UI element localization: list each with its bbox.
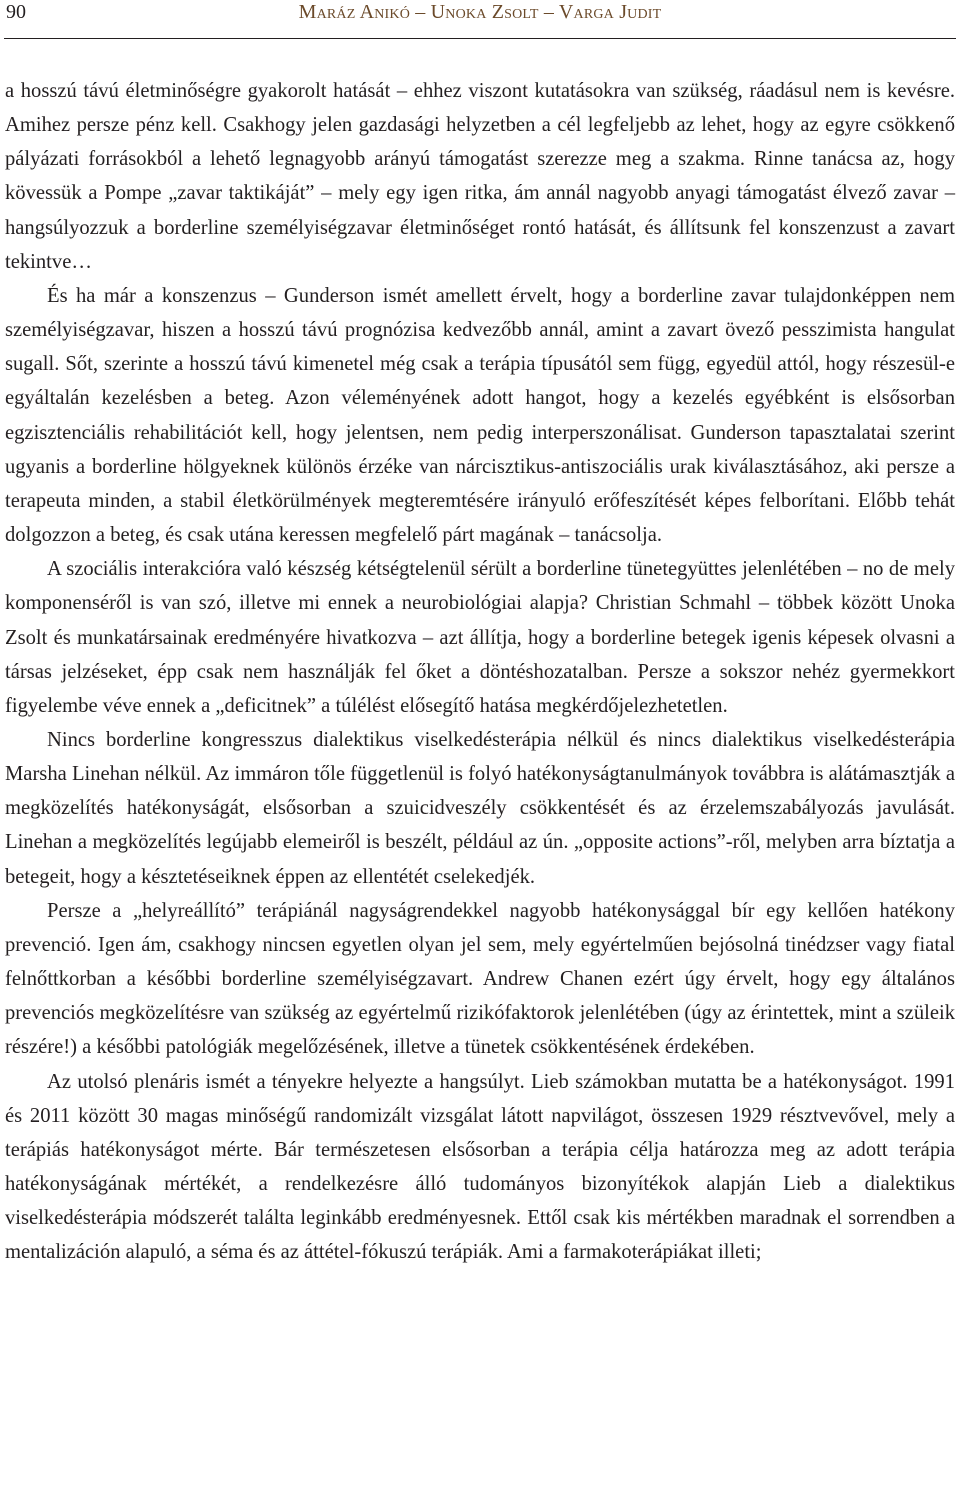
paragraph-2: És ha már a konszenzus – Gunderson ismét amellett érvelt, hogy a borderline zavar tulajdonképpen nem személyiségzavar, hiszen a hosszú távú prognózisa kedvezőbb annál, amint a zavart övező pesszimista hangulat sugall. Sőt, szerinte a hosszú távú kimenetel még csak a terápia típusától sem függ, egyedül attól, hogy részesül-e egyáltalán kezelésben a beteg. Azon véleményének adott hangot, hogy a kezelés egyébként is elsősorban egzisztenciális rehabilitációt kell, hogy jelentsen, nem pedig interperszonálisat. Gunderson tapasztalatai szerint ugyanis a borderline hölgyeknek különös érzéke van nárcisztikus-antiszociális urak kiválasztásához, aki persze a terapeuta minden, a stabil életkörülmények megteremtésére irányuló erőfeszítését képes felborítani. Előbb tehát dolgozzon a beteg, és csak utána keressen megfelelő párt magának – tanácsolja. xyxy=(5,284,955,547)
page-header xyxy=(6,0,954,24)
header-rule xyxy=(4,38,956,39)
paragraph-6: Az utolsó plenáris ismét a tényekre helyezte a hangsúlyt. Lieb számokban mutatta be a hatékonyságot. 1991 és 2011 között 30 magas minőségű randomizált vizsgálat látott napvilágot, összesen 1929 résztvevővel, mely a terápiás hatékonyságot mérte. Bár természetesen elsősorban a terápia célja határozza meg az adott terápia hatékonyságának mértékét, a rendelkezésre álló tudományos bizonyítékok alapján Lieb a dialektikus viselkedésterápia módszerét találta leginkább eredményesnek. Ettől csak kis mértékben maradnak el sorrendben a mentalizáción alapuló, a séma és az áttétel-fókuszú terápiák. Ami a farmakoterápiákat illeti; xyxy=(5,1070,955,1264)
paragraph-1: a hosszú távú életminőségre gyakorolt hatását – ehhez viszont kutatásokra van szükség, ráadásul nem is kevésre. Amihez persze pénz kell. Csakhogy jelen gazdasági helyzetben a cél legfeljebb az lehet, hogy az egyre csökkenő pályázati forrásokból a lehető legnagyobb arányú támogatást szerezze meg a szakma. Rinne tanácsa az, hogy kövessük a Pompe „zavar taktikáját” – mely egy igen ritka, ám annál nagyobb anyagi támogatást élvező zavar – hangsúlyozzuk a borderline személyiségzavar életminőséget rontó hatását, és állítsunk fel konszenzust a zavart tekintve… xyxy=(5,80,955,273)
article-body xyxy=(5,74,955,1269)
page-number: 90 xyxy=(6,1,26,23)
running-head-authors: Maráz Anikó – Unoka Zsolt – Varga Judit xyxy=(298,1,662,23)
paragraph-5: Persze a „helyreállító” terápiánál nagyságrendekkel nagyobb hatékonysággal bír egy kellően hatékony prevenció. Igen ám, csakhogy nincsen egyetlen olyan jel sem, mely egyértelműen bejósolná tinédzser vagy fiatal felnőttkorban a későbbi borderline személyiségzavart. Andrew Chanen ezért úgy érvelt, hogy egy általános prevenciós megközelítésre van szükség az egyértelmű rizikófaktorok jelenlétében (úgy az érintettek, mint a szüleik részére!) a későbbi patológiák megelőzésének, illetve a tünetek csökkentésének érdekében. xyxy=(5,899,955,1059)
paragraph-3: A szociális interakcióra való készség kétségtelenül sérült a borderline tünetegyüttes jelenlétében – no de mely komponenséről is van szó, illetve mi ennek a neurobiológiai alapja? Christian Schmahl – többek között Unoka Zsolt és munkatársainak eredményére hivatkozva – azt állítja, hogy a borderline betegek igenis képesek olvasni a társas jelzéseket, épp csak nem használják fel őket a döntéshozatalban. Persze a sokszor nehéz gyermekkort figyelembe véve ennek a „deficitnek” a túlélést elősegítő hatása megkérdőjelezhetetlen. xyxy=(5,558,955,717)
paragraph-4: Nincs borderline kongresszus dialektikus viselkedésterápia nélkül és nincs dialektikus viselkedésterápia Marsha Linehan nélkül. Az immáron tőle függetlenül is folyó hatékonyságtanulmányok továbbra is alátámasztják a megközelítés hatékonyságát, elsősorban a szuicidveszély csökkentését és az érzelemszabályozás javulását. Linehan a megközelítés legújabb elemeiről is beszélt, például az ún. „opposite actions”-ről, melyben arra bíztatja a betegeit, hogy a késztetéseiknek éppen az ellentétét cselekedjék. xyxy=(5,728,955,888)
